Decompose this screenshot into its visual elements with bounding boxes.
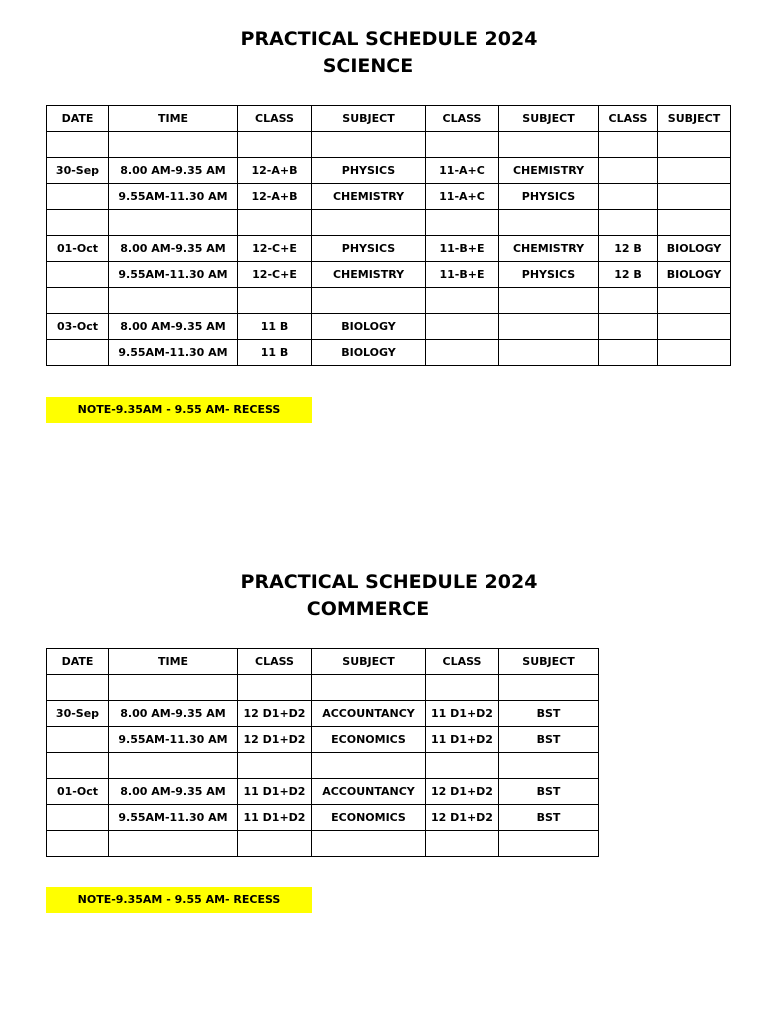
table-cell bbox=[109, 675, 238, 701]
table-row bbox=[47, 675, 599, 701]
table-cell bbox=[499, 753, 599, 779]
table-cell bbox=[109, 288, 238, 314]
header-date: DATE bbox=[47, 106, 109, 132]
commerce-schedule-table bbox=[46, 648, 599, 857]
table-cell: 12 B bbox=[599, 236, 658, 262]
commerce-subtitle: COMMERCE bbox=[306, 598, 430, 620]
table-row bbox=[47, 805, 599, 831]
table-cell: BIOLOGY bbox=[658, 236, 731, 262]
table-cell bbox=[599, 288, 658, 314]
table-cell: 11 D1+D2 bbox=[426, 701, 499, 727]
table-cell bbox=[658, 184, 731, 210]
table-cell bbox=[599, 340, 658, 366]
table-cell bbox=[47, 262, 109, 288]
table-cell bbox=[499, 314, 599, 340]
table-cell: PHYSICS bbox=[312, 158, 426, 184]
table-cell bbox=[47, 805, 109, 831]
table-cell: BST bbox=[499, 701, 599, 727]
table-cell: PHYSICS bbox=[499, 262, 599, 288]
science-recess-note: NOTE-9.35AM - 9.55 AM- RECESS bbox=[46, 397, 312, 423]
table-cell: 11-B+E bbox=[426, 236, 499, 262]
header-class: CLASS bbox=[238, 106, 312, 132]
table-row bbox=[47, 184, 731, 210]
table-cell bbox=[499, 210, 599, 236]
header-subject: SUBJECT bbox=[312, 649, 426, 675]
table-cell: 8.00 AM-9.35 AM bbox=[109, 701, 238, 727]
table-cell: 12 D1+D2 bbox=[426, 779, 499, 805]
table-cell bbox=[499, 132, 599, 158]
table-cell: 12-A+B bbox=[238, 158, 312, 184]
table-cell bbox=[426, 675, 499, 701]
table-cell bbox=[47, 288, 109, 314]
table-cell bbox=[47, 132, 109, 158]
table-cell: ECONOMICS bbox=[312, 805, 426, 831]
table-cell: 11 D1+D2 bbox=[238, 805, 312, 831]
table-cell bbox=[426, 314, 499, 340]
header-subject: SUBJECT bbox=[499, 649, 599, 675]
header-class: CLASS bbox=[426, 106, 499, 132]
table-cell: BST bbox=[499, 779, 599, 805]
table-row bbox=[47, 210, 731, 236]
table-cell bbox=[599, 210, 658, 236]
table-cell bbox=[658, 314, 731, 340]
table-cell bbox=[47, 831, 109, 857]
table-cell: 12 D1+D2 bbox=[238, 727, 312, 753]
table-cell bbox=[312, 288, 426, 314]
science-table-body bbox=[47, 132, 731, 366]
table-row bbox=[47, 701, 599, 727]
table-cell bbox=[599, 132, 658, 158]
table-cell bbox=[599, 158, 658, 184]
table-cell: 03-Oct bbox=[47, 314, 109, 340]
table-cell: 9.55AM-11.30 AM bbox=[109, 805, 238, 831]
table-cell bbox=[312, 831, 426, 857]
table-cell: 11 D1+D2 bbox=[426, 727, 499, 753]
table-cell bbox=[109, 831, 238, 857]
science-table-header bbox=[47, 106, 731, 132]
table-cell bbox=[499, 288, 599, 314]
table-cell bbox=[658, 340, 731, 366]
table-cell bbox=[426, 210, 499, 236]
table-cell: 12 D1+D2 bbox=[238, 701, 312, 727]
table-cell: 12 D1+D2 bbox=[426, 805, 499, 831]
table-cell: BIOLOGY bbox=[312, 340, 426, 366]
table-cell: 8.00 AM-9.35 AM bbox=[109, 158, 238, 184]
table-cell: 11 B bbox=[238, 314, 312, 340]
table-cell bbox=[47, 727, 109, 753]
table-cell: 11-B+E bbox=[426, 262, 499, 288]
table-row bbox=[47, 340, 731, 366]
table-cell bbox=[499, 831, 599, 857]
table-cell bbox=[238, 288, 312, 314]
table-cell: 11-A+C bbox=[426, 184, 499, 210]
table-cell: 9.55AM-11.30 AM bbox=[109, 340, 238, 366]
table-cell: 11-A+C bbox=[426, 158, 499, 184]
header-subject: SUBJECT bbox=[312, 106, 426, 132]
table-cell: 11 B bbox=[238, 340, 312, 366]
header-subject: SUBJECT bbox=[499, 106, 599, 132]
science-title: PRACTICAL SCHEDULE 2024 bbox=[240, 28, 538, 50]
table-row bbox=[47, 753, 599, 779]
table-cell bbox=[47, 210, 109, 236]
table-cell bbox=[658, 132, 731, 158]
table-cell: PHYSICS bbox=[312, 236, 426, 262]
table-cell: 30-Sep bbox=[47, 158, 109, 184]
table-cell bbox=[599, 184, 658, 210]
table-cell: BIOLOGY bbox=[312, 314, 426, 340]
table-row bbox=[47, 831, 599, 857]
table-cell: 30-Sep bbox=[47, 701, 109, 727]
table-row bbox=[47, 158, 731, 184]
header-subject: SUBJECT bbox=[658, 106, 731, 132]
table-cell bbox=[238, 675, 312, 701]
table-cell: 11 D1+D2 bbox=[238, 779, 312, 805]
table-cell: CHEMISTRY bbox=[499, 158, 599, 184]
table-cell: CHEMISTRY bbox=[499, 236, 599, 262]
table-cell: 8.00 AM-9.35 AM bbox=[109, 314, 238, 340]
table-row bbox=[47, 779, 599, 805]
table-cell: BST bbox=[499, 805, 599, 831]
table-cell: 12 B bbox=[599, 262, 658, 288]
table-cell bbox=[47, 184, 109, 210]
table-cell: ECONOMICS bbox=[312, 727, 426, 753]
table-cell bbox=[47, 340, 109, 366]
commerce-table-header bbox=[47, 649, 599, 675]
table-cell bbox=[426, 340, 499, 366]
table-row bbox=[47, 288, 731, 314]
table-row bbox=[47, 314, 731, 340]
table-cell: 01-Oct bbox=[47, 236, 109, 262]
table-cell: 9.55AM-11.30 AM bbox=[109, 262, 238, 288]
header-time: TIME bbox=[109, 649, 238, 675]
table-row bbox=[47, 262, 731, 288]
table-cell bbox=[599, 314, 658, 340]
table-cell: CHEMISTRY bbox=[312, 262, 426, 288]
table-cell: 8.00 AM-9.35 AM bbox=[109, 779, 238, 805]
header-time: TIME bbox=[109, 106, 238, 132]
table-cell: 01-Oct bbox=[47, 779, 109, 805]
table-cell: PHYSICS bbox=[499, 184, 599, 210]
table-cell: ACCOUNTANCY bbox=[312, 779, 426, 805]
table-cell bbox=[238, 831, 312, 857]
table-cell: BIOLOGY bbox=[658, 262, 731, 288]
table-cell: ACCOUNTANCY bbox=[312, 701, 426, 727]
table-cell bbox=[658, 210, 731, 236]
science-subtitle: SCIENCE bbox=[322, 55, 414, 77]
table-cell bbox=[658, 158, 731, 184]
table-row bbox=[47, 727, 599, 753]
table-cell: 12-A+B bbox=[238, 184, 312, 210]
table-cell bbox=[47, 753, 109, 779]
table-cell: 9.55AM-11.30 AM bbox=[109, 184, 238, 210]
table-cell: 9.55AM-11.30 AM bbox=[109, 727, 238, 753]
table-cell bbox=[426, 831, 499, 857]
table-cell: BST bbox=[499, 727, 599, 753]
table-cell bbox=[238, 132, 312, 158]
table-cell bbox=[426, 753, 499, 779]
commerce-table-body bbox=[47, 675, 599, 857]
table-cell bbox=[499, 675, 599, 701]
table-cell: 12-C+E bbox=[238, 262, 312, 288]
commerce-title: PRACTICAL SCHEDULE 2024 bbox=[240, 571, 538, 593]
table-cell bbox=[658, 288, 731, 314]
header-date: DATE bbox=[47, 649, 109, 675]
table-cell bbox=[109, 753, 238, 779]
table-cell bbox=[312, 132, 426, 158]
table-cell bbox=[426, 132, 499, 158]
table-cell: CHEMISTRY bbox=[312, 184, 426, 210]
table-cell bbox=[312, 675, 426, 701]
science-schedule-table bbox=[46, 105, 731, 366]
table-cell bbox=[47, 675, 109, 701]
table-cell: 12-C+E bbox=[238, 236, 312, 262]
table-cell bbox=[109, 132, 238, 158]
table-cell bbox=[109, 210, 238, 236]
table-row bbox=[47, 236, 731, 262]
header-class: CLASS bbox=[238, 649, 312, 675]
table-cell bbox=[312, 210, 426, 236]
table-row bbox=[47, 132, 731, 158]
header-class: CLASS bbox=[426, 649, 499, 675]
table-cell: 8.00 AM-9.35 AM bbox=[109, 236, 238, 262]
header-class: CLASS bbox=[599, 106, 658, 132]
table-cell bbox=[312, 753, 426, 779]
table-cell bbox=[499, 340, 599, 366]
commerce-recess-note: NOTE-9.35AM - 9.55 AM- RECESS bbox=[46, 887, 312, 913]
table-cell bbox=[426, 288, 499, 314]
table-cell bbox=[238, 753, 312, 779]
table-cell bbox=[238, 210, 312, 236]
